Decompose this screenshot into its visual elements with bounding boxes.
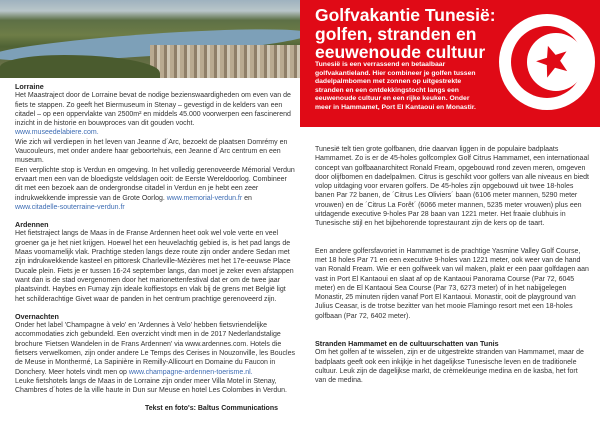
meuse-valley-photo	[0, 0, 300, 78]
text: en	[242, 194, 252, 202]
paragraph	[15, 166, 295, 212]
text: Onder het label 'Champagne à velo' en 'Ardennes à Velo' hebben fietsvriendelijke accommodaties zich gebundeld. Een overzicht vindt men in de 2017 Nederlandstalige brochure 'Fietsen Wandelen in de Frans Ardennen' via www.ardennes.com. Hotels die fietsers verwelkomen, zijn onder andere Le Temps des Cerises in Nouzonville, les Boucles de Meuse in Monthermé, La Sapinière in Remilly-Allicourt en Domaine du Faucon in Donchery. Meer hotels vindt men op	[15, 322, 296, 376]
heading-overnachten: Overnachten	[15, 311, 59, 321]
text: Het Maastraject door de Lorraine bevat de nodige bezienswaardigheden om even van de fiets te stappen. Zo geeft het Biermuseum in Stenay – gevestigd in de kelders van een citadel – op een oppervlakte van 2500m² en middels 45.000 voorwerpen een fascinerend inzicht in de historie en bouwproces van dit gouden vocht.	[15, 92, 291, 128]
tunisia-flag-icon	[497, 12, 597, 112]
title-banner	[300, 0, 600, 127]
hill	[0, 55, 160, 78]
link-champagne-ardennen[interactable]: www.champagne-ardennen-toerisme.nl.	[128, 368, 253, 376]
paragraph: Tunesië telt tien grote golfbanen, drie daarvan liggen in de populaire badplaats Hammamet. Zo is er de 45-holes golfcomplex Golf Citrus Hammamet, een internationaal concept van golfbaanarchitect Ronald Fream, opgebouwd rond zeven meren, omgeven door olijfbomen en dadelpalmen. Citrus is geschikt voor golfers van alle niveaus en biedt volop uitdaging voor ervaren golfers. De 45-holes zijn opgebouwd uit twee 18-holes banen Par 72 banen, de ´Citrus Les Oliviers´ baan (6106 meter mannen, 5290 meter vrouwen) en de ´Citrus La Forêt´ (6066 meter mannen, 5235 meter vrouwen) plus een uitdagende executive 9-holes Par 28 baan van 1221 meter. Het fraaie clubhuis in Tunesische stijl en het bijbehorende toprestaurant zijn de kers op de taart.	[315, 146, 589, 228]
link-museedelabiere[interactable]: www.museedelabiere.com.	[15, 129, 99, 137]
paragraph: Het fietstraject langs de Maas in de Franse Ardennen heet ook wel vole verte en veel groener ga je het niet krijgen. Hoewel het een heuvelachtig gebied is, is het pad langs de Maas voornamelijk vlak. Prachtige steden langs deze route zijn onder andere Sedan met zijn indrukwekkende kasteel en pittoresk Charleville-Mézières met het 17e-eeuwse Place Ducale plein. Fiets je er tussen 16-24 september langs, dan moet je zeker even afstappen want dan is de stad overgenomen door het marionettenfestival dat er om de twee jaar plaatsvindt. Haybes en Fumay zijn ideale koffiestops en vlak bij de grens met België ligt het schilderachtige Givet waar de panden in het centrum prachtige gerenoveerd zijn.	[15, 230, 294, 303]
link-memorial-verdun[interactable]: www.memorial-verdun.fr	[166, 194, 243, 202]
heading-ardennen: Ardennen	[15, 220, 49, 230]
article-lead: Tunesië is een verrassend en betaalbaar golfvakantieland. Hier combineer je golfen tussen dadelpalmbomen met zonnen op uitgestrekte stranden en een ontdekkingstocht langs een eeuwenoude cultuur en een rijke keuken. Onder meer in Hammamet, Port El Kantaoui en Monastir.	[315, 61, 476, 111]
town	[150, 45, 300, 78]
text: Een verplichte stop is Verdun en omgeving. In het volledig gerenoveerde Mémorial Verdun ervaart men een van de bloedigste veldslagen ooit: de Eerste Wereldoorlog. Combineer dit met een bezoek aan de ondergrondse citadel in Verdun en je hebt een zeer indrukwekkende impressie van de Grote Oorlog.	[15, 166, 295, 202]
photo-credit: Tekst en foto's: Baltus Communications	[145, 405, 278, 412]
heading-lorraine: Lorraine	[15, 82, 44, 91]
article-title: Golfvakantie Tunesië: golfen, stranden en eeuwenoude cultuur	[315, 5, 496, 62]
paragraph: Wie zich wil verdiepen in het leven van Jeanne d´Arc, bezoekt de plaatsen Domrémy en Vaucouleurs, met onder andere haar geboortehuis, een Jeanne d´Arc centrum en een museum.	[15, 138, 288, 165]
paragraph	[15, 321, 295, 377]
paragraph: Leuke fietshotels langs de Maas in de Lorraine zijn onder meer Villa Motel in Stenay, Chambres d´hotes de la ville haute in Dun sur Meuse en hotel Les Colombes in Verdun.	[15, 377, 287, 395]
paragraph: Een andere golfersfavoriet in Hammamet is de prachtige Yasmine Valley Golf Course, met 18 holes Par 71 en een executive 9-holes van 1221 meter, ook weer van de hand van Ronald Fream. Wie er een golfweek van wil maken, plakt er een paar golfdagen aan vast in Port El Kantaoui en slaat af op de Kantaoui Panorama Course (Par 72, 6045 meter) en de El Kantaoui Sea Course (Par 73, 6273 meter) of in het nabijgelegen Monastir, 25 minuten rijden vanaf Port El Kantaoui. Monastir, ooit de playground van Julius Ceasar, is de trotse bezitter van het mooie Flamingo resort met een 18-holes golfbaan (Par 72, 6402 meter).	[315, 247, 589, 320]
paragraph	[15, 91, 295, 137]
left-column	[15, 82, 295, 396]
link-citadelle-verdun[interactable]: www.citadelle-souterraine-verdun.fr	[15, 203, 125, 211]
right-column	[315, 145, 590, 386]
heading-stranden: Stranden Hammamet en de cultuurschatten van Tunis	[315, 339, 499, 349]
paragraph: Om het golfen af te wisselen, zijn er de uitgestrekte stranden van Hammamet, maar de badplaats geeft ook een inkijkje in het dagelijkse Tunesische leven en de traditionele cultuur. Leuk zijn de dagelijkse markt, de crèmekleurige medina en de kasba, het fort van de medina.	[315, 349, 584, 385]
